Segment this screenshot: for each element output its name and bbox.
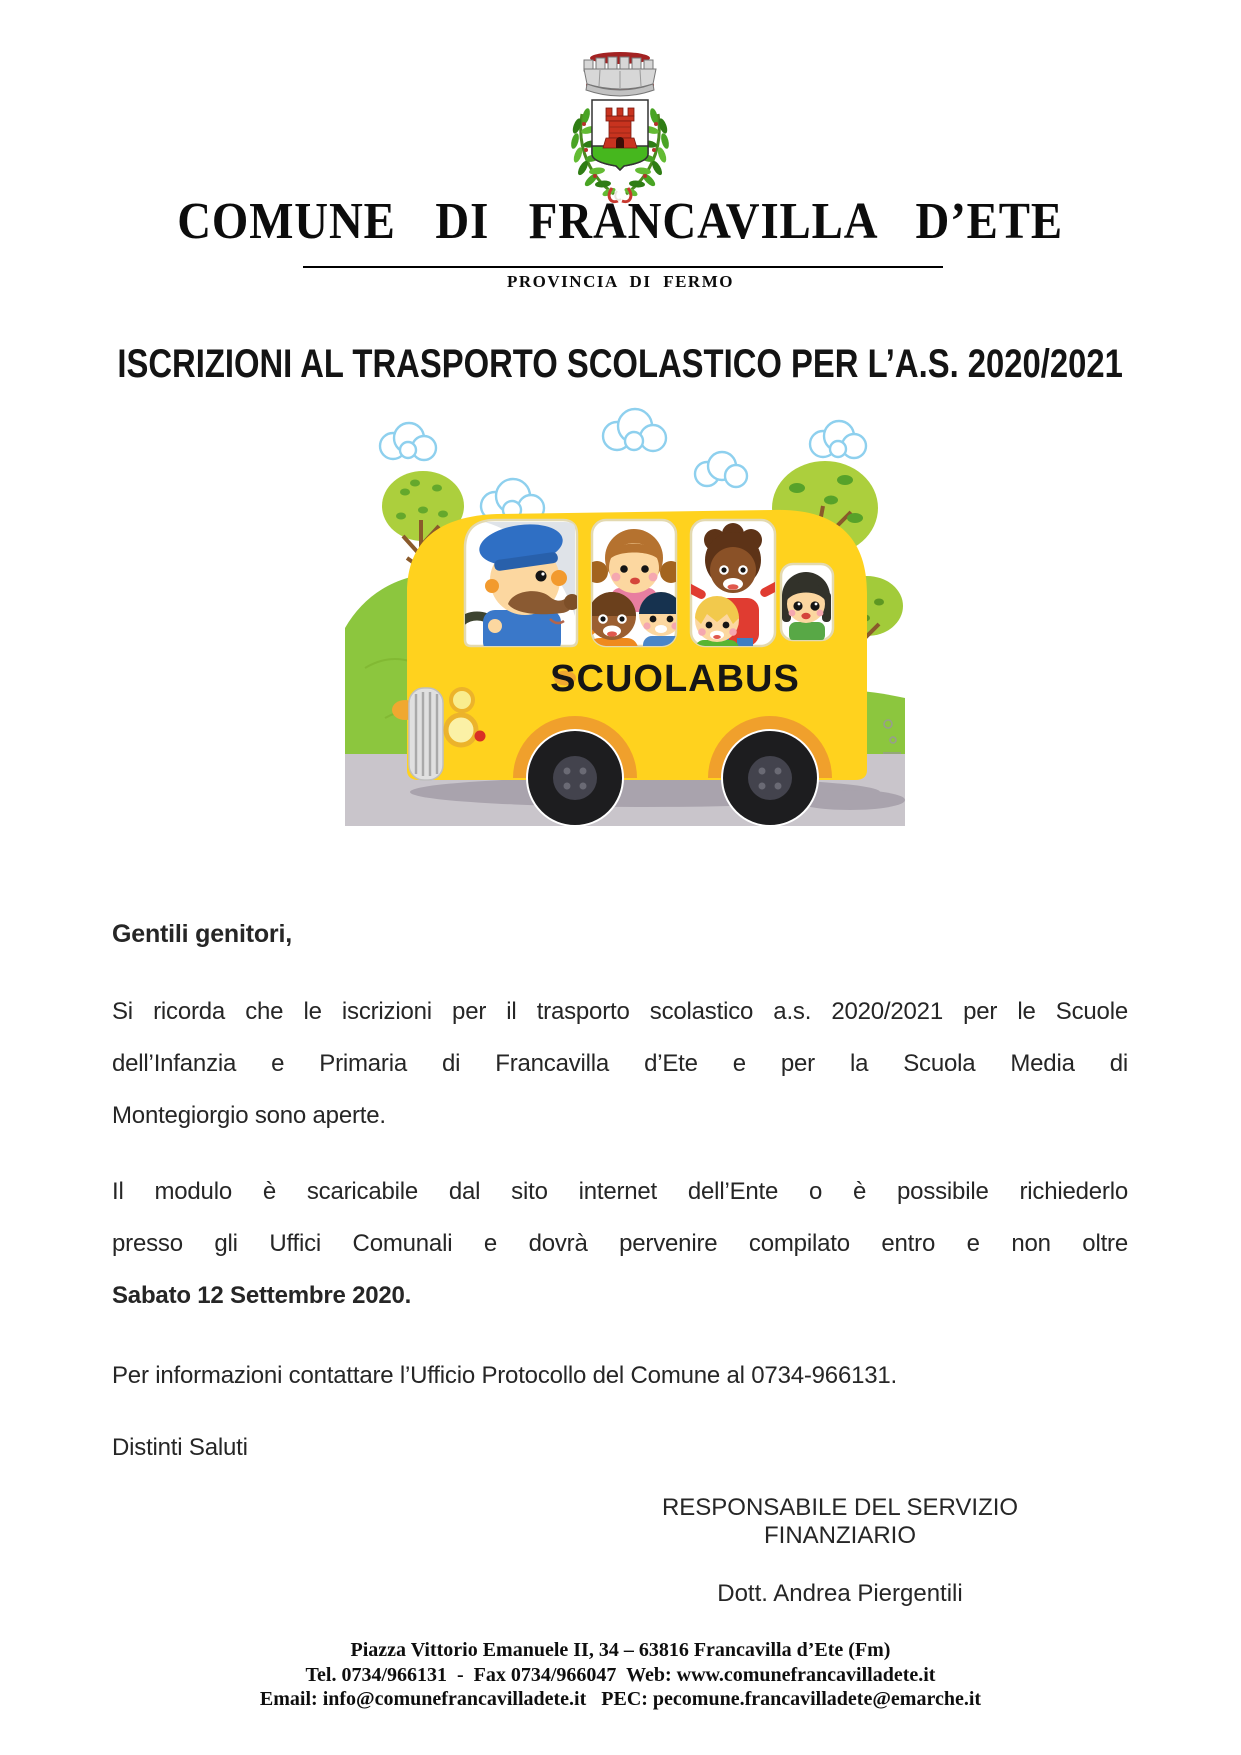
signature-block: [585, 1494, 1095, 1608]
deadline-text: Sabato 12 Settembre 2020.: [112, 1282, 412, 1309]
kid-window-3: [782, 572, 831, 642]
footer-email-pec: Email: info@comunefrancavilladete.it PEC: pecomune.francavilladete@emarche.it: [259, 1688, 982, 1710]
salutation: Gentili genitori,: [112, 920, 292, 948]
shield-icon: [592, 100, 648, 170]
municipality-title-text: COMUNE DI FRANCAVILLA D’ETE: [177, 193, 1064, 250]
municipality-title: [0, 192, 1241, 251]
paragraph-1: [112, 986, 1128, 1142]
paragraph-1-line-3: Montegiorgio sono aperte.: [112, 1102, 386, 1129]
signature-name: Dott. Andrea Piergentili: [717, 1580, 963, 1607]
footer-address: Piazza Vittorio Emanuele II, 34 – 63816 Francavilla d’Ete (Fm): [350, 1639, 891, 1661]
notice-headline-text: ISCRIZIONI AL TRASPORTO SCOLASTICO PER L’A.S. 2020/2021: [117, 342, 1124, 386]
header-divider: [303, 266, 943, 268]
mural-crown-icon: [584, 52, 656, 96]
paragraph-1-line-2: dell’Infanzia e Primaria di Francavilla d’Ete e per la Scuola Media di: [112, 1050, 1128, 1077]
signature-role: RESPONSABILE DEL SERVIZIO FINANZIARIO: [661, 1494, 1019, 1549]
footer-contacts: Tel. 0734/966131 - Fax 0734/966047 Web: www.comunefrancavilladete.it: [305, 1663, 936, 1686]
closing-salutation: Distinti Saluti: [112, 1434, 248, 1461]
paragraph-2: [112, 1166, 1128, 1322]
notice-headline: [0, 342, 1241, 387]
paragraph-1-line-1: Si ricorda che le iscrizioni per il trasporto scolastico a.s. 2020/2021 per le Scuole: [112, 998, 1128, 1025]
footer: [0, 1638, 1241, 1712]
province-subtitle: PROVINCIA DI FERMO: [507, 272, 734, 291]
paragraph-2-line-2: presso gli Uffici Comunali e dovrà pervenire compilato entro e non oltre: [112, 1230, 1128, 1257]
scuolabus-text: SCUOLABUS: [550, 658, 800, 700]
school-bus-icon: [392, 510, 867, 826]
municipal-coat-of-arms-icon: [540, 38, 700, 206]
paragraph-2-line-1: Il modulo è scaricabile dal sito internet dell’Ente o è possibile richiederlo: [112, 1178, 1128, 1205]
paragraph-3: Per informazioni contattare l’Ufficio Protocollo del Comune al 0734-966131.: [112, 1362, 898, 1389]
scuolabus-illustration: [345, 388, 905, 826]
